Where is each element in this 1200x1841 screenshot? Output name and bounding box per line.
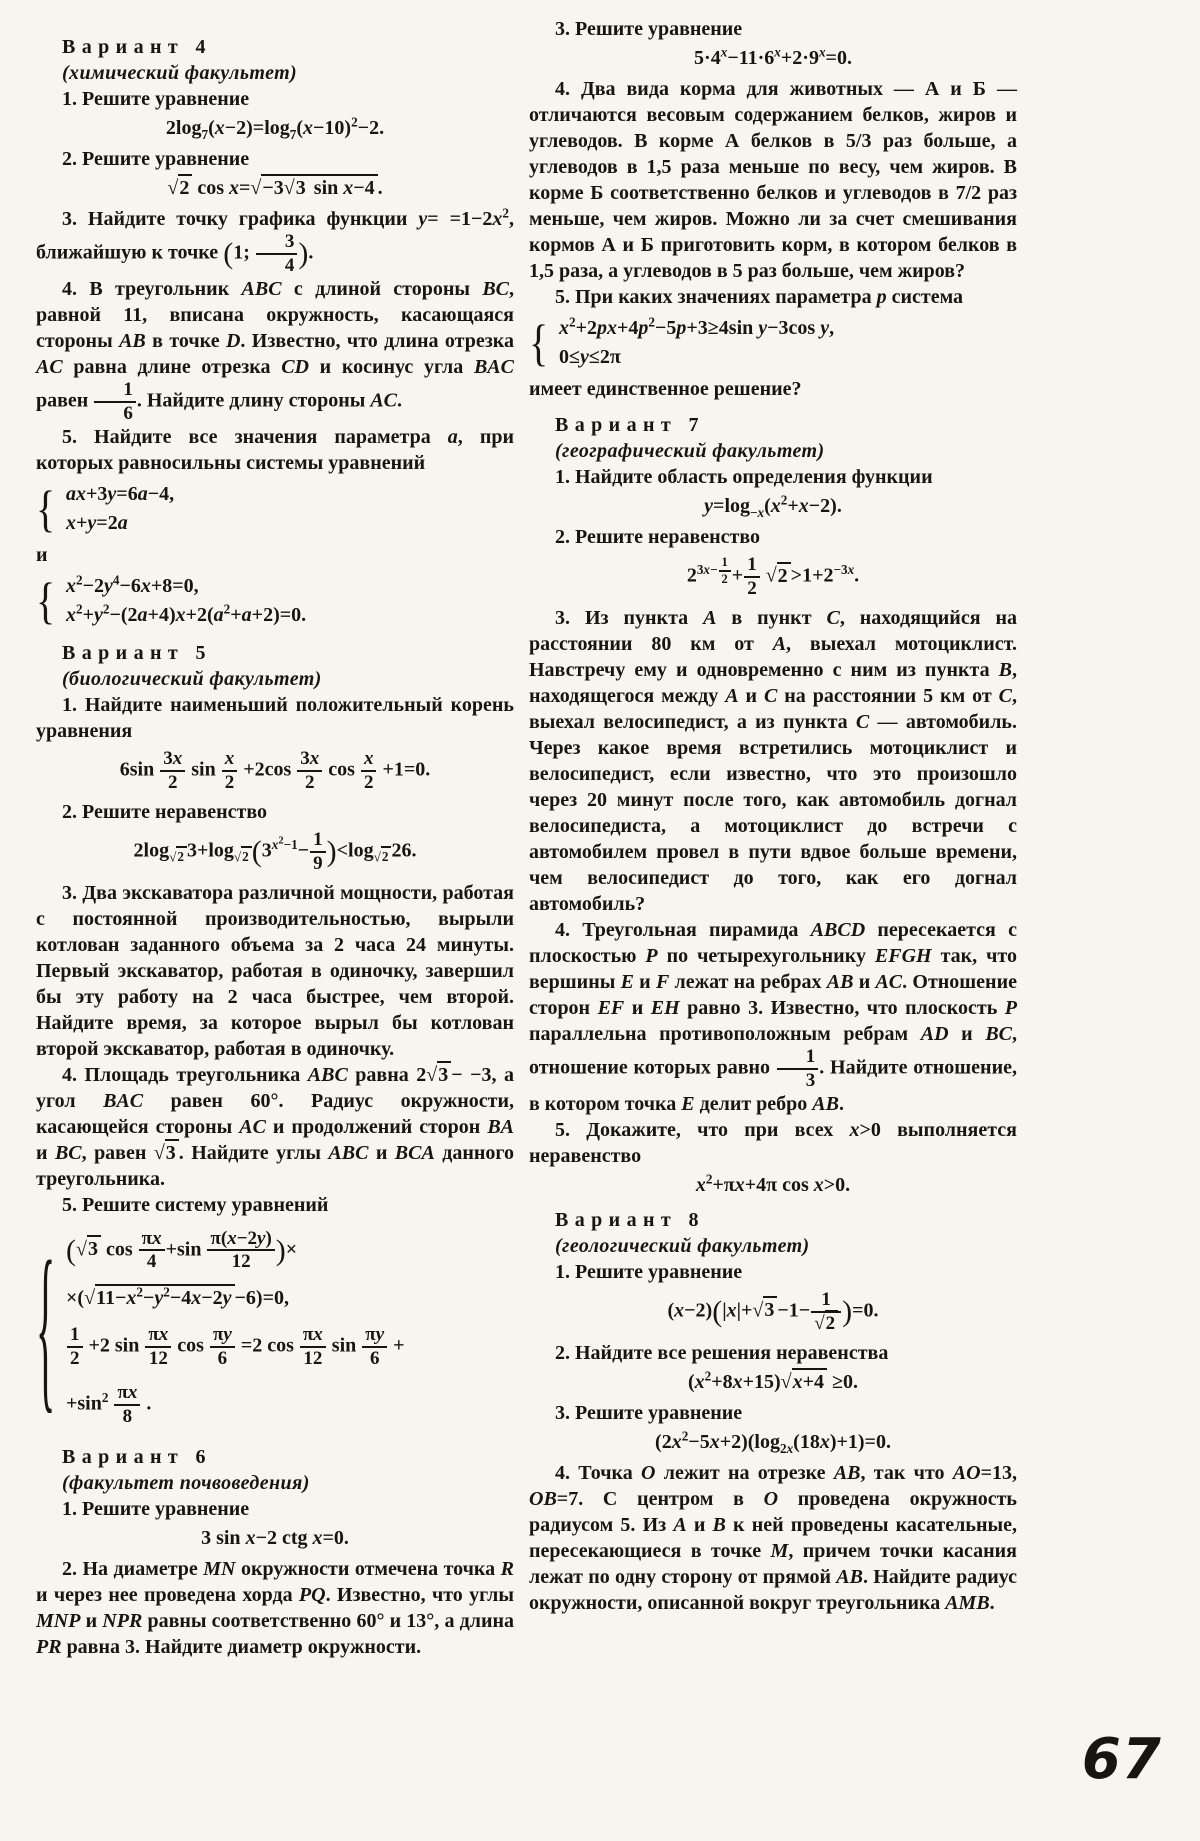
variant-subheading: (географический факультет) bbox=[555, 440, 825, 462]
system-lines bbox=[545, 314, 834, 372]
problem-text: 1. Решите уравнение bbox=[62, 1498, 250, 1521]
problem-text: 5. Докажите, что при всех x>0 выполняется неравенство bbox=[529, 1118, 1018, 1167]
problem-text: 5. При каких значениях параметра p система bbox=[555, 286, 964, 308]
problem-text: 2. На диаметре MN окружности отмечена точка R и через нее проведена хорда PQ. Известно, что углы MNP и NPR равны соответственно 60° и 13°, а длина PR равна 3. Найдите диаметр окружности. bbox=[36, 1558, 514, 1659]
problem-text: 4. Точка O лежит на отрезке AB, так что AO=13, OB=7. С центром в O проведена окружность радиусом 5. Из A и B к ней проведены касательные, пересекающиеся в точке M, причем точки касания лежат по одну сторону от прямой AB. Найдите радиус окружности, описанной вокруг треугольника AMB. bbox=[529, 1461, 1017, 1614]
system-line: $+\sin^2$ $\frac{\pi x}{8}$ . bbox=[66, 1382, 152, 1428]
right-column bbox=[529, 16, 1017, 1616]
problem-text: 3. Из пункта A в пункт C, находящийся на расстоянии 80 км от A, выехал мотоциклист. Навстречу ему и одновременно с ним из пункта B, находящегося между A и C на расстоянии 5 км от C, выехал велосипедист, а из пункта C — автомобиль. Через какое время встретились мотоциклист и велосипедист, если известно, что это произошло через 20 минут после того, как автомобиль догнал велосипедиста, а мотоциклист до встречи с автомобилем провел в пути вдвое больше времени, чем велосипедист до того, как его догнал автомобиль? bbox=[529, 606, 1018, 915]
problem-text: 2. Решите уравнение bbox=[62, 148, 250, 170]
problem-text: 2. Решите неравенство bbox=[62, 800, 268, 823]
equation: 3 sin x−2 ctg x=0. bbox=[201, 1527, 349, 1550]
equation: $2\log_7(x-2)=\log_7(x-10)^2-2$. bbox=[165, 114, 385, 142]
variant-heading: Вариант 7 bbox=[555, 414, 705, 436]
problem-text: 5. Найдите все значения параметра a, при которых равносильны системы уравнений bbox=[36, 425, 514, 474]
equation: $2^{3x- \frac{1}{2}}$ + $\frac{1}{2}$ $√2 >1+2^{-3x}$. bbox=[686, 554, 860, 599]
problem-text: 4. Треугольная пирамида ABCD пересекается с плоскостью P по четырехугольнику EFGH так, что вершины E и F лежат на ребрах AB и AC. Отношение сторон EF и EH равно 3. Известно, что плоскость P параллельна противоположным ребрам AD и BC, отношение которых равно $\frac{1}{3}$ . Найдите отношение, в котором точка E делит ребро AB. bbox=[529, 918, 1017, 1115]
variant-heading: Вариант 5 bbox=[62, 641, 212, 664]
system-line: (√3 cos $\frac{\pi x}{4}$ +sin $\frac{\pi(x-2y)}{12}$ )× bbox=[66, 1227, 298, 1273]
variant-subheading: (факультет почвоведения) bbox=[62, 1472, 310, 1495]
equation-system: { ax+3y=6a−4, x+y=2a bbox=[36, 479, 175, 537]
problem-text: 1. Решите уравнение bbox=[555, 1260, 743, 1283]
connector-text: и bbox=[36, 543, 48, 566]
variant-subheading: (биологический факультет) bbox=[62, 667, 322, 690]
system-line: $\times(√11-x^2-y^2-4x-2y -6)=0$, bbox=[66, 1284, 289, 1310]
equation: $x^2+\pi x+4\pi$ cos x>0. bbox=[695, 1171, 851, 1196]
system-line: ax+3y=6a−4, bbox=[66, 482, 175, 505]
equation: $5\cdot 4^x-11\cdot 6^x+2\cdot 9^x=0$. bbox=[694, 44, 852, 69]
equation: 6sin $\frac{3x}{2}$ sin $\frac{x}{2}$ +2cos $\frac{3x}{2}$ cos $\frac{x}{2}$ +1=0. bbox=[119, 747, 431, 793]
page-number: 67 bbox=[1081, 1727, 1162, 1792]
problem-text: 4. Два вида корма для животных — А и Б — отличаются весовым содержанием белков, жиров и углеводов. В корме А белков в 5/3 раз больше, а углеводов в 1,5 раза меньше по весу, чем жиров. В корме Б соответственно белков и углеводов в 7/2 раз меньше, чем жиров. Можно ли за счет смешивания кормов А и Б приготовить корм, в котором белков в 1,5 раза, а углеводов в 5 раз больше, чем жиров? bbox=[529, 78, 1017, 282]
system-lines bbox=[52, 572, 306, 630]
problem-text: 5. Решите систему уравнений bbox=[62, 1193, 329, 1216]
problem-text: 2. Найдите все решения неравенства bbox=[555, 1341, 889, 1364]
equation: $(2x^2-5x+2)(\log_{2x}(18x)+1)=0$. bbox=[655, 1427, 891, 1456]
problem-text: 3. Два экскаватора различной мощности, работая с постоянной производительностью, вырыли котлован заданного объема за 2 часа 24 минуты. Первый экскаватор, работая в одиночку, завершил бы эту работу на 2 часа быстрее, чем второй. Найдите время, за которое вырыл бы котлован второй экскаватор, работая в одиночку. bbox=[36, 881, 514, 1060]
variant-heading: Вариант 4 bbox=[62, 36, 212, 58]
problem-text: 4. В треугольник ABC с длиной стороны BC, равной 11, вписана окружность, касающаяся стороны AB в точке D. Известно, что длина отрезка AC равна длине отрезка CD и косинус угла BAC равен $\frac{1}{6}$ . Найдите длину стороны AC. bbox=[36, 277, 514, 424]
system-lines bbox=[52, 480, 174, 538]
equation: $(x^2+8x+15)√x+4 \ge 0$. bbox=[687, 1367, 859, 1393]
problem-text: 3. Решите уравнение bbox=[555, 1401, 743, 1424]
problem-text: 1. Найдите область определения функции bbox=[555, 466, 933, 488]
equation: √2 cos x=√−3√3 sin x−4 . bbox=[36, 177, 514, 200]
variant-heading: Вариант 8 bbox=[555, 1208, 705, 1231]
problem-text: 2. Решите неравенство bbox=[555, 526, 761, 548]
variant-subheading: (геологический факультет) bbox=[555, 1234, 810, 1257]
problem-text: 1. Решите уравнение bbox=[62, 88, 250, 110]
system-line: $x^2-2y^4-6x+8=0$, bbox=[66, 572, 199, 597]
system-line: $\frac{1}{2}$ +2 sin $\frac{\pi x}{12}$ cos $\frac{\pi y}{6}$ =2 cos $\frac{\pi x}{12}$ sin $\frac{\pi y}{6}$ + bbox=[66, 1318, 405, 1376]
system-lines bbox=[52, 1222, 405, 1435]
system-line: x+y=2a bbox=[66, 511, 128, 534]
system-line: $x^2+2px+4p^2-5p+3\ge 4\sin$ y−3cos y, bbox=[559, 314, 835, 339]
system-line: $x^2+y^2-(2a+4)x+2(a^2+a+2)=0$. bbox=[66, 601, 307, 626]
equation-system: { $x^2+2px+4p^2-5p+3\ge 4\sin$ y−3cos y, 0≤y≤2π bbox=[529, 314, 835, 371]
equation-system: { $x^2-2y^4-6x+8=0$, $x^2+y^2-(2a+4)x+2(a^2+a+2)=0$. bbox=[36, 571, 307, 629]
equation: (x−2)(|x|+√3 −1− $\frac{1}{√2}$ )=0. bbox=[667, 1288, 879, 1334]
problem-text: 4. Площадь треугольника ABC равна 2√3 − −3, а угол BAC равен 60°. Радиус окружности, касающейся стороны AC и продолжений сторон BA и BC, равен √3 . Найдите углы ABC и BCA данного треугольника. bbox=[36, 1062, 514, 1192]
problem-text: 3. Найдите точку графика функции $y= =1-2x^2$, ближайшую к точке (1; $\frac{3}{4}$ ). bbox=[36, 205, 514, 276]
equation-system: { (√3 cos $\frac{\pi x}{4}$ +sin $\frac{\pi(x-2y)}{12}$ )× $\times(√11-x^2-y^2-4x-2y -6)=0$, $\frac{1}{2}$ +2 sin $\frac{\pi x}{12}$ cos $\frac{\pi y}{6}$ =2 cos $\frac{\pi x}{12}$ sin $\frac{\pi y}{6}$ + $+\sin^2$ $\frac{\pi x}{8}$ . bbox=[36, 1222, 514, 1435]
variant-subheading: (химический факультет) bbox=[62, 62, 298, 84]
equation: $2\log_{√2}$ $3+\log_{√2}$ ($3^{x^2-1}-$ $\frac{1}{9}$ )$<\log_{√2}$ 26. bbox=[133, 828, 417, 874]
problem-text: 1. Найдите наименьший положительный корень уравнения bbox=[36, 693, 514, 742]
problem-text: 3. Решите уравнение bbox=[555, 18, 743, 40]
problem-text: имеет единственное решение? bbox=[529, 378, 802, 400]
system-line: 0≤y≤2π bbox=[559, 346, 621, 368]
left-column bbox=[36, 24, 514, 1660]
variant-heading: Вариант 6 bbox=[62, 1446, 212, 1469]
equation: $y=\log_{-x}(x^2+x-2)$. bbox=[704, 492, 842, 520]
